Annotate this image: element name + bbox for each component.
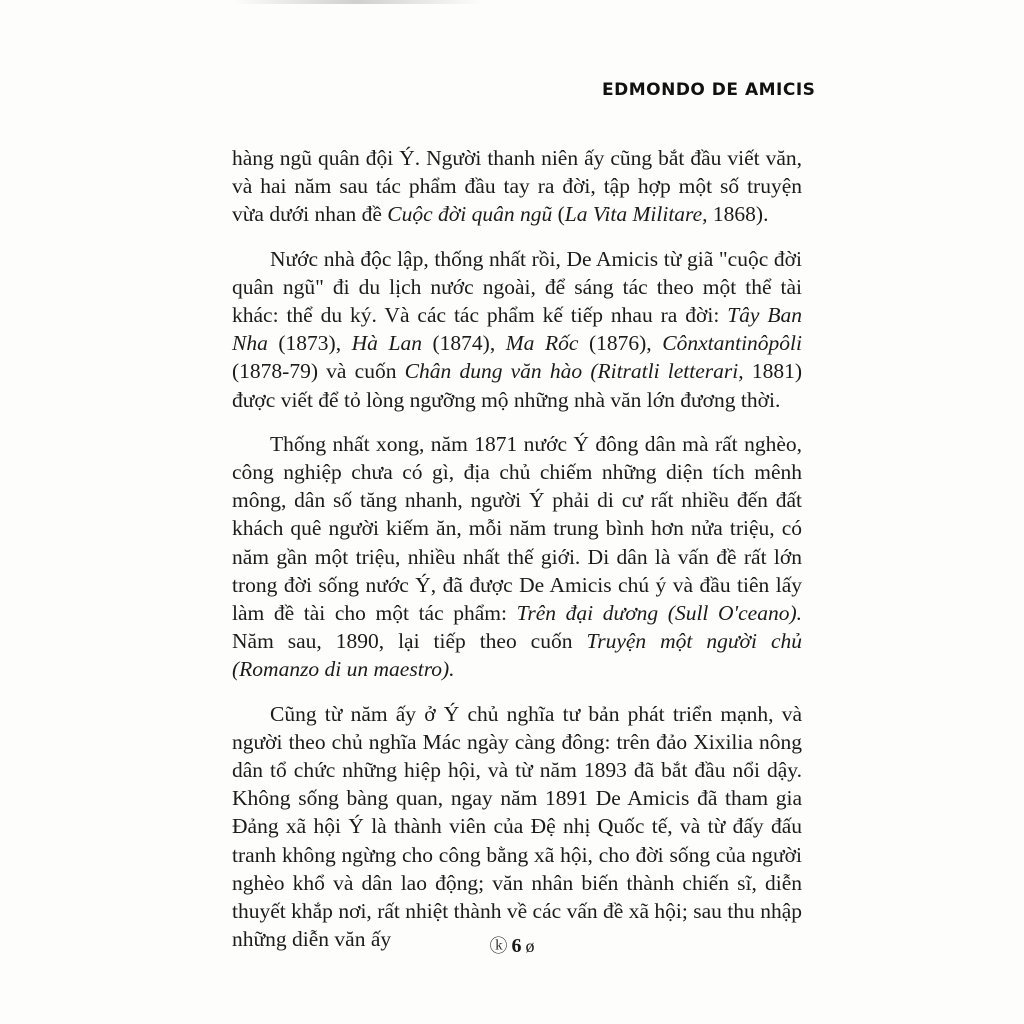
body-text — [232, 144, 802, 953]
italic-title-text: Ma Rốc — [505, 331, 579, 356]
paragraph — [232, 430, 802, 684]
paragraph-text: Năm sau, 1890, lại tiếp theo cuốn — [232, 629, 587, 654]
page-number-value: 6 — [511, 935, 522, 957]
page-ornament-right-icon: ø — [525, 936, 535, 956]
page-ornament-left-icon: ⓚ — [489, 936, 508, 956]
italic-title-text: Tây Ban Nha — [232, 303, 802, 356]
paragraph-text: Thống nhất xong, năm 1871 nước Ý đông dân mà rất nghèo, công nghiệp chưa có gì, địa chủ chiếm những diện tích mênh mông, dân số tăng nhanh, người Ý phải di cư rất nhiều đến đất khách quê người kiếm ăn, mỗi năm trung bình hơn nửa triệu, có năm gần một triệu, nhiều nhất thế giới. Di dân là vấn đề rất lớn trong đời sống nước Ý, đã được De Amicis chú ý và đầu tiên lấy làm đề tài cho một tác phẩm: — [232, 431, 802, 626]
italic-title-text: Chân dung văn hào (Ritratli letterari, — [404, 359, 744, 384]
italic-title-text: La Vita Militare, — [564, 202, 708, 227]
paragraph-text: (1874), — [421, 331, 506, 356]
paragraph-text: Nước nhà độc lập, thống nhất rồi, De Amicis từ giã "cuộc đời quân ngũ" đi du lịch nước ngoài, để sáng tác theo một thể tài khác: thể du ký. Và các tác phẩm kế tiếp nhau ra đời: — [232, 246, 802, 328]
paragraph-text: ( — [552, 202, 565, 227]
italic-title-text: Cônxtantinôpôli — [662, 331, 802, 356]
paragraph-text: (1876), — [578, 331, 663, 356]
paragraph-text: Cũng từ năm ấy ở Ý chủ nghĩa tư bản phát triển mạnh, và người theo chủ nghĩa Mác ngày càng đông: trên đảo Xixilia nông dân tổ chức những hiệp hội, và từ năm 1893 đã bắt đầu nổi dậy. Không sống bàng quan, ngay năm 1891 De Amicis đã tham gia Đảng xã hội Ý là thành viên của Đệ nhị Quốc tế, và từ đấy đấu tranh không ngừng cho công bằng xã hội, cho đời sống của người nghèo khổ và dân lao động; văn nhân biến thành chiến sĩ, diễn thuyết khắp nơi, rất nhiệt thành về các vấn đề xã hội; sau thu nhập những diễn văn ấy — [232, 701, 802, 952]
italic-title-text: Hà Lan — [351, 331, 422, 356]
paragraph-text: (1873), — [267, 331, 352, 356]
paragraph-text: hàng ngũ quân đội Ý. Người thanh niên ấy cũng bắt đầu viết văn, và hai năm sau tác phẩm đầu tay ra đời, tập hợp một số truyện vừa dưới nhan đề — [232, 146, 802, 227]
page-number — [0, 932, 1024, 958]
paragraph-text: 1868). — [707, 202, 769, 227]
paragraph-text: (1878-79) và cuốn — [232, 359, 405, 384]
scan-edge-mark — [232, 0, 482, 4]
paragraph — [232, 245, 802, 414]
italic-title-text: Cuộc đời quân ngũ — [387, 202, 553, 227]
italic-title-text: Truyện một người chủ (Romanzo di un maestro). — [232, 629, 802, 682]
paragraph — [232, 700, 802, 954]
paragraph-text: 1881) được viết để tỏ lòng ngưỡng mộ những nhà văn lớn đương thời. — [232, 359, 802, 412]
paragraph — [232, 144, 802, 229]
italic-title-text: Trên đại dương (Sull O'ceano). — [516, 601, 802, 626]
running-head-title: EDMONDO DE AMICIS — [602, 80, 816, 100]
